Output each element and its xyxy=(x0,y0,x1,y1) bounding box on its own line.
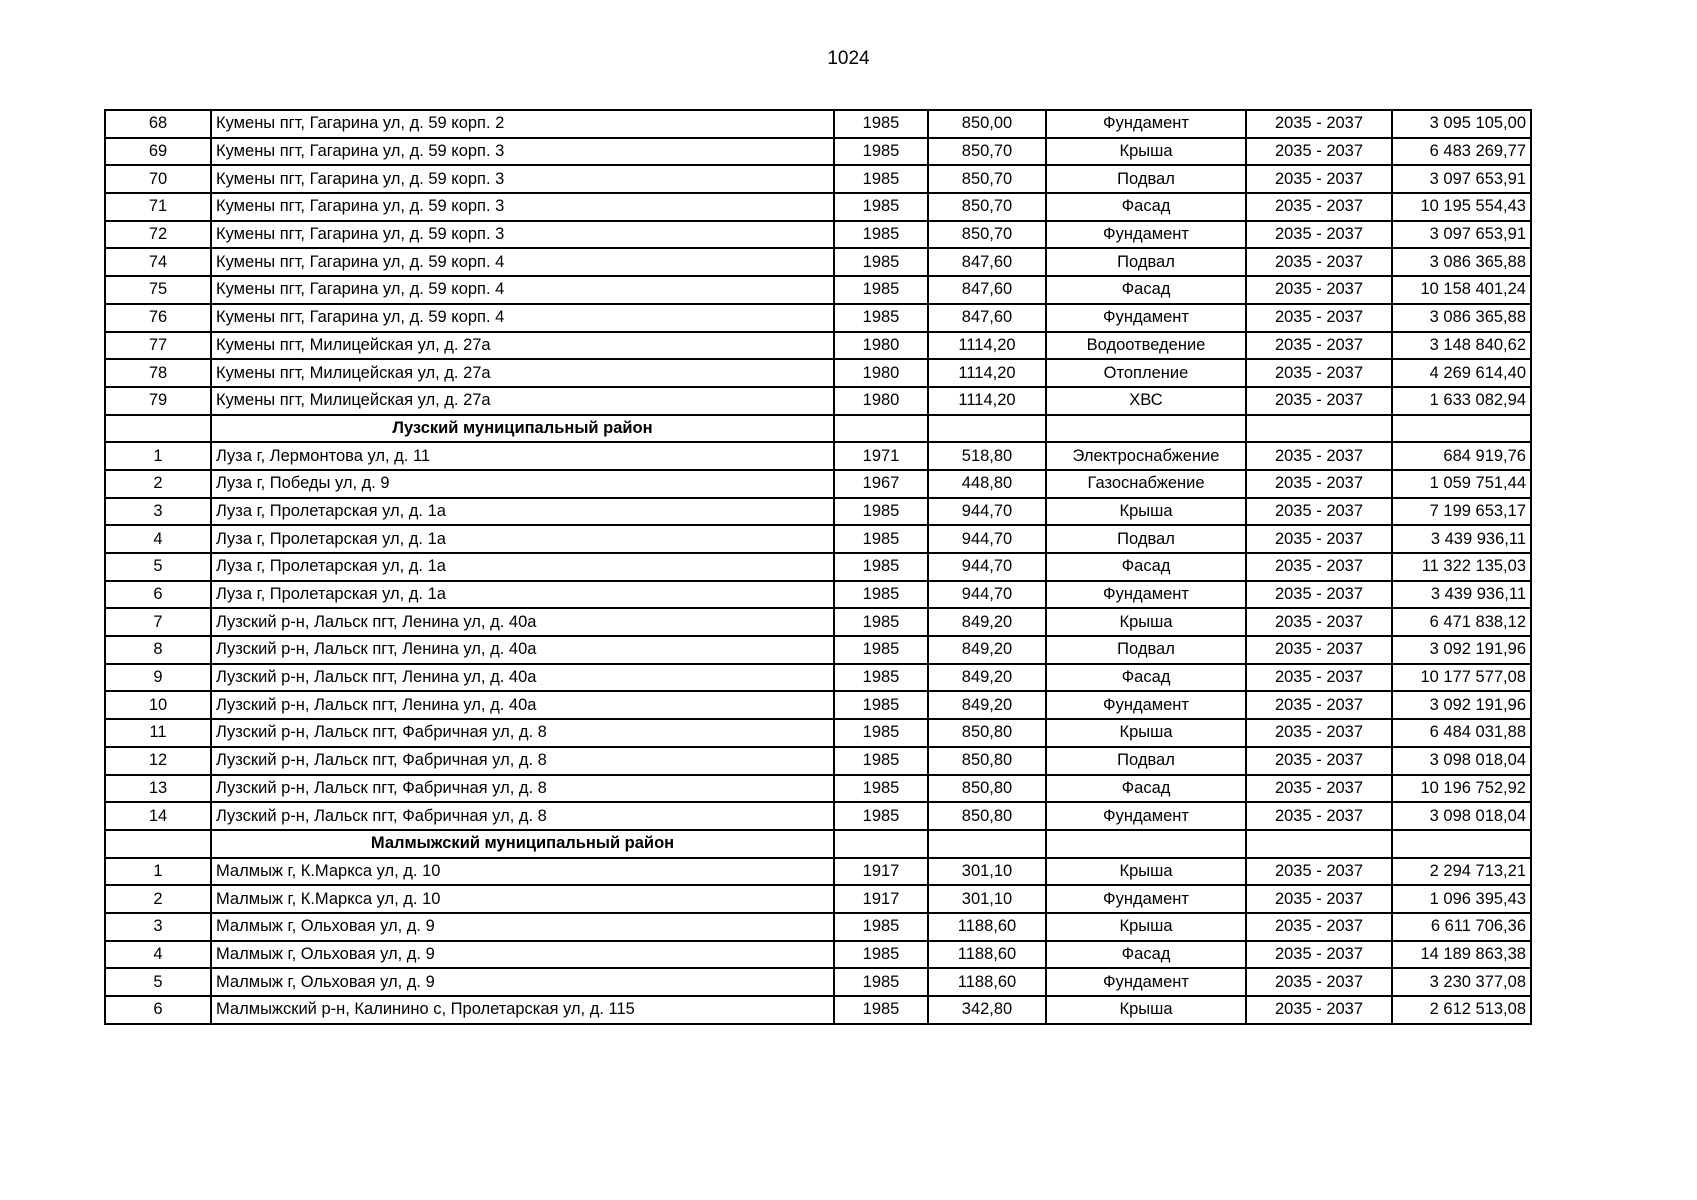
area-cell: 944,70 xyxy=(928,525,1046,553)
cost-cell: 2 294 713,21 xyxy=(1392,858,1531,886)
repair-period-cell: 2035 - 2037 xyxy=(1246,913,1392,941)
row-number-cell: 11 xyxy=(105,719,211,747)
year-built-cell: 1967 xyxy=(834,470,928,498)
structural-element-cell: Фундамент xyxy=(1046,581,1246,609)
cost-cell: 3 098 018,04 xyxy=(1392,802,1531,830)
table-row xyxy=(105,802,1531,830)
structural-element-cell: Крыша xyxy=(1046,608,1246,636)
row-number-cell: 75 xyxy=(105,276,211,304)
table-row xyxy=(105,221,1531,249)
cost-cell: 3 086 365,88 xyxy=(1392,248,1531,276)
area-cell: 847,60 xyxy=(928,304,1046,332)
structural-element-cell: Фасад xyxy=(1046,193,1246,221)
table-row xyxy=(105,110,1531,138)
year-built-cell: 1980 xyxy=(834,359,928,387)
area-cell: 850,80 xyxy=(928,747,1046,775)
structural-element-cell: ХВС xyxy=(1046,387,1246,415)
table-row xyxy=(105,498,1531,526)
row-number-cell: 6 xyxy=(105,996,211,1024)
address-cell: Луза г, Пролетарская ул, д. 1а xyxy=(211,525,834,553)
year-built-cell: 1985 xyxy=(834,138,928,166)
address-cell: Луза г, Пролетарская ул, д. 1а xyxy=(211,581,834,609)
row-number-cell: 5 xyxy=(105,553,211,581)
structural-element-cell: Фасад xyxy=(1046,276,1246,304)
cost-cell: 7 199 653,17 xyxy=(1392,498,1531,526)
year-built-cell: 1985 xyxy=(834,968,928,996)
row-number-cell: 74 xyxy=(105,248,211,276)
row-number-cell: 1 xyxy=(105,442,211,470)
address-cell: Луза г, Победы ул, д. 9 xyxy=(211,470,834,498)
repair-schedule-table xyxy=(104,109,1532,1025)
address-cell: Кумены пгт, Гагарина ул, д. 59 корп. 4 xyxy=(211,248,834,276)
section-header-row xyxy=(105,830,1531,858)
repair-period-cell: 2035 - 2037 xyxy=(1246,276,1392,304)
area-cell: 301,10 xyxy=(928,858,1046,886)
address-cell: Лузский р-н, Лальск пгт, Фабричная ул, д. 8 xyxy=(211,802,834,830)
cost-cell: 3 439 936,11 xyxy=(1392,525,1531,553)
structural-element-cell: Крыша xyxy=(1046,858,1246,886)
table-row xyxy=(105,442,1531,470)
empty-cell xyxy=(1246,830,1392,858)
year-built-cell: 1985 xyxy=(834,110,928,138)
empty-cell xyxy=(928,415,1046,443)
empty-cell xyxy=(1046,415,1246,443)
year-built-cell: 1985 xyxy=(834,498,928,526)
structural-element-cell: Фундамент xyxy=(1046,968,1246,996)
structural-element-cell: Электроснабжение xyxy=(1046,442,1246,470)
section-title: Лузский муниципальный район xyxy=(211,415,834,443)
year-built-cell: 1985 xyxy=(834,802,928,830)
table-row xyxy=(105,913,1531,941)
repair-period-cell: 2035 - 2037 xyxy=(1246,636,1392,664)
table-row xyxy=(105,332,1531,360)
repair-period-cell: 2035 - 2037 xyxy=(1246,858,1392,886)
structural-element-cell: Подвал xyxy=(1046,525,1246,553)
cost-cell: 3 097 653,91 xyxy=(1392,221,1531,249)
repair-period-cell: 2035 - 2037 xyxy=(1246,221,1392,249)
structural-element-cell: Фасад xyxy=(1046,775,1246,803)
row-number-cell: 12 xyxy=(105,747,211,775)
row-number-cell: 72 xyxy=(105,221,211,249)
row-number-cell: 79 xyxy=(105,387,211,415)
repair-period-cell: 2035 - 2037 xyxy=(1246,691,1392,719)
row-number-cell: 9 xyxy=(105,664,211,692)
structural-element-cell: Крыша xyxy=(1046,913,1246,941)
area-cell: 850,80 xyxy=(928,802,1046,830)
table-row xyxy=(105,553,1531,581)
empty-cell xyxy=(834,415,928,443)
address-cell: Кумены пгт, Гагарина ул, д. 59 корп. 3 xyxy=(211,193,834,221)
year-built-cell: 1985 xyxy=(834,719,928,747)
row-number-cell: 5 xyxy=(105,968,211,996)
row-number-cell: 77 xyxy=(105,332,211,360)
empty-cell xyxy=(105,415,211,443)
table-body xyxy=(105,110,1531,1024)
structural-element-cell: Фундамент xyxy=(1046,304,1246,332)
page-number: 1024 xyxy=(827,48,870,69)
area-cell: 850,80 xyxy=(928,775,1046,803)
row-number-cell: 13 xyxy=(105,775,211,803)
cost-cell: 6 611 706,36 xyxy=(1392,913,1531,941)
structural-element-cell: Подвал xyxy=(1046,636,1246,664)
table-row xyxy=(105,968,1531,996)
address-cell: Луза г, Лермонтова ул, д. 11 xyxy=(211,442,834,470)
empty-cell xyxy=(834,830,928,858)
cost-cell: 684 919,76 xyxy=(1392,442,1531,470)
table-row xyxy=(105,359,1531,387)
table-row xyxy=(105,747,1531,775)
area-cell: 1188,60 xyxy=(928,913,1046,941)
cost-cell: 4 269 614,40 xyxy=(1392,359,1531,387)
structural-element-cell: Крыша xyxy=(1046,996,1246,1024)
structural-element-cell: Крыша xyxy=(1046,719,1246,747)
repair-period-cell: 2035 - 2037 xyxy=(1246,968,1392,996)
year-built-cell: 1985 xyxy=(834,608,928,636)
cost-cell: 11 322 135,03 xyxy=(1392,553,1531,581)
address-cell: Луза г, Пролетарская ул, д. 1а xyxy=(211,498,834,526)
repair-period-cell: 2035 - 2037 xyxy=(1246,442,1392,470)
area-cell: 944,70 xyxy=(928,581,1046,609)
repair-period-cell: 2035 - 2037 xyxy=(1246,664,1392,692)
repair-period-cell: 2035 - 2037 xyxy=(1246,332,1392,360)
year-built-cell: 1985 xyxy=(834,276,928,304)
table-row xyxy=(105,581,1531,609)
year-built-cell: 1985 xyxy=(834,775,928,803)
address-cell: Лузский р-н, Лальск пгт, Ленина ул, д. 40а xyxy=(211,691,834,719)
address-cell: Кумены пгт, Гагарина ул, д. 59 корп. 4 xyxy=(211,304,834,332)
table-row xyxy=(105,138,1531,166)
row-number-cell: 71 xyxy=(105,193,211,221)
structural-element-cell: Газоснабжение xyxy=(1046,470,1246,498)
table-row xyxy=(105,470,1531,498)
cost-cell: 3 230 377,08 xyxy=(1392,968,1531,996)
address-cell: Лузский р-н, Лальск пгт, Фабричная ул, д. 8 xyxy=(211,719,834,747)
section-header-row xyxy=(105,415,1531,443)
table-row xyxy=(105,691,1531,719)
cost-cell: 1 633 082,94 xyxy=(1392,387,1531,415)
row-number-cell: 2 xyxy=(105,470,211,498)
row-number-cell: 78 xyxy=(105,359,211,387)
cost-cell: 3 092 191,96 xyxy=(1392,636,1531,664)
year-built-cell: 1985 xyxy=(834,664,928,692)
address-cell: Малмыж г, Ольховая ул, д. 9 xyxy=(211,913,834,941)
structural-element-cell: Фундамент xyxy=(1046,221,1246,249)
cost-cell: 6 484 031,88 xyxy=(1392,719,1531,747)
cost-cell: 3 095 105,00 xyxy=(1392,110,1531,138)
area-cell: 1188,60 xyxy=(928,941,1046,969)
year-built-cell: 1985 xyxy=(834,636,928,664)
address-cell: Лузский р-н, Лальск пгт, Ленина ул, д. 40а xyxy=(211,664,834,692)
row-number-cell: 3 xyxy=(105,913,211,941)
table-row xyxy=(105,248,1531,276)
cost-cell: 3 098 018,04 xyxy=(1392,747,1531,775)
address-cell: Малмыж г, К.Маркса ул, д. 10 xyxy=(211,858,834,886)
structural-element-cell: Крыша xyxy=(1046,498,1246,526)
year-built-cell: 1971 xyxy=(834,442,928,470)
area-cell: 850,70 xyxy=(928,165,1046,193)
address-cell: Малмыж г, К.Маркса ул, д. 10 xyxy=(211,885,834,913)
empty-cell xyxy=(1392,830,1531,858)
area-cell: 342,80 xyxy=(928,996,1046,1024)
structural-element-cell: Фундамент xyxy=(1046,885,1246,913)
year-built-cell: 1985 xyxy=(834,193,928,221)
year-built-cell: 1917 xyxy=(834,858,928,886)
area-cell: 850,70 xyxy=(928,221,1046,249)
repair-period-cell: 2035 - 2037 xyxy=(1246,581,1392,609)
empty-cell xyxy=(1392,415,1531,443)
repair-period-cell: 2035 - 2037 xyxy=(1246,359,1392,387)
repair-period-cell: 2035 - 2037 xyxy=(1246,775,1392,803)
row-number-cell: 2 xyxy=(105,885,211,913)
year-built-cell: 1985 xyxy=(834,221,928,249)
table-row xyxy=(105,664,1531,692)
year-built-cell: 1917 xyxy=(834,885,928,913)
address-cell: Луза г, Пролетарская ул, д. 1а xyxy=(211,553,834,581)
cost-cell: 1 059 751,44 xyxy=(1392,470,1531,498)
row-number-cell: 6 xyxy=(105,581,211,609)
structural-element-cell: Крыша xyxy=(1046,138,1246,166)
empty-cell xyxy=(105,830,211,858)
address-cell: Малмыжский р-н, Калинино с, Пролетарская ул, д. 115 xyxy=(211,996,834,1024)
area-cell: 1114,20 xyxy=(928,332,1046,360)
area-cell: 301,10 xyxy=(928,885,1046,913)
cost-cell: 10 196 752,92 xyxy=(1392,775,1531,803)
cost-cell: 6 471 838,12 xyxy=(1392,608,1531,636)
row-number-cell: 76 xyxy=(105,304,211,332)
area-cell: 849,20 xyxy=(928,636,1046,664)
year-built-cell: 1985 xyxy=(834,553,928,581)
table-row xyxy=(105,996,1531,1024)
structural-element-cell: Водоотведение xyxy=(1046,332,1246,360)
table-row xyxy=(105,858,1531,886)
table-row xyxy=(105,636,1531,664)
repair-period-cell: 2035 - 2037 xyxy=(1246,470,1392,498)
empty-cell xyxy=(928,830,1046,858)
repair-period-cell: 2035 - 2037 xyxy=(1246,525,1392,553)
empty-cell xyxy=(1246,415,1392,443)
area-cell: 850,00 xyxy=(928,110,1046,138)
cost-cell: 3 148 840,62 xyxy=(1392,332,1531,360)
cost-cell: 2 612 513,08 xyxy=(1392,996,1531,1024)
address-cell: Лузский р-н, Лальск пгт, Ленина ул, д. 40а xyxy=(211,636,834,664)
repair-period-cell: 2035 - 2037 xyxy=(1246,941,1392,969)
address-cell: Лузский р-н, Лальск пгт, Фабричная ул, д. 8 xyxy=(211,747,834,775)
structural-element-cell: Фундамент xyxy=(1046,110,1246,138)
cost-cell: 6 483 269,77 xyxy=(1392,138,1531,166)
repair-period-cell: 2035 - 2037 xyxy=(1246,608,1392,636)
structural-element-cell: Фасад xyxy=(1046,664,1246,692)
repair-period-cell: 2035 - 2037 xyxy=(1246,193,1392,221)
area-cell: 850,80 xyxy=(928,719,1046,747)
row-number-cell: 10 xyxy=(105,691,211,719)
year-built-cell: 1985 xyxy=(834,165,928,193)
address-cell: Кумены пгт, Гагарина ул, д. 59 корп. 2 xyxy=(211,110,834,138)
table-row xyxy=(105,608,1531,636)
address-cell: Кумены пгт, Гагарина ул, д. 59 корп. 3 xyxy=(211,138,834,166)
area-cell: 944,70 xyxy=(928,498,1046,526)
row-number-cell: 1 xyxy=(105,858,211,886)
row-number-cell: 4 xyxy=(105,941,211,969)
repair-period-cell: 2035 - 2037 xyxy=(1246,387,1392,415)
row-number-cell: 4 xyxy=(105,525,211,553)
cost-cell: 10 158 401,24 xyxy=(1392,276,1531,304)
address-cell: Лузский р-н, Лальск пгт, Фабричная ул, д. 8 xyxy=(211,775,834,803)
cost-cell: 3 439 936,11 xyxy=(1392,581,1531,609)
row-number-cell: 68 xyxy=(105,110,211,138)
structural-element-cell: Отопление xyxy=(1046,359,1246,387)
repair-period-cell: 2035 - 2037 xyxy=(1246,747,1392,775)
year-built-cell: 1985 xyxy=(834,941,928,969)
table-row xyxy=(105,193,1531,221)
address-cell: Кумены пгт, Милицейская ул, д. 27а xyxy=(211,387,834,415)
repair-period-cell: 2035 - 2037 xyxy=(1246,996,1392,1024)
repair-period-cell: 2035 - 2037 xyxy=(1246,553,1392,581)
structural-element-cell: Подвал xyxy=(1046,165,1246,193)
structural-element-cell: Фундамент xyxy=(1046,802,1246,830)
area-cell: 448,80 xyxy=(928,470,1046,498)
table-row xyxy=(105,276,1531,304)
area-cell: 847,60 xyxy=(928,276,1046,304)
structural-element-cell: Подвал xyxy=(1046,747,1246,775)
repair-period-cell: 2035 - 2037 xyxy=(1246,110,1392,138)
year-built-cell: 1985 xyxy=(834,248,928,276)
section-title: Малмыжский муниципальный район xyxy=(211,830,834,858)
structural-element-cell: Фасад xyxy=(1046,553,1246,581)
table-row xyxy=(105,719,1531,747)
repair-period-cell: 2035 - 2037 xyxy=(1246,802,1392,830)
structural-element-cell: Фундамент xyxy=(1046,691,1246,719)
table-row xyxy=(105,165,1531,193)
year-built-cell: 1985 xyxy=(834,747,928,775)
address-cell: Кумены пгт, Гагарина ул, д. 59 корп. 3 xyxy=(211,221,834,249)
address-cell: Кумены пгт, Гагарина ул, д. 59 корп. 3 xyxy=(211,165,834,193)
address-cell: Кумены пгт, Милицейская ул, д. 27а xyxy=(211,332,834,360)
row-number-cell: 3 xyxy=(105,498,211,526)
repair-period-cell: 2035 - 2037 xyxy=(1246,248,1392,276)
area-cell: 850,70 xyxy=(928,138,1046,166)
year-built-cell: 1980 xyxy=(834,387,928,415)
row-number-cell: 8 xyxy=(105,636,211,664)
area-cell: 849,20 xyxy=(928,691,1046,719)
table-row xyxy=(105,885,1531,913)
repair-period-cell: 2035 - 2037 xyxy=(1246,138,1392,166)
cost-cell: 3 086 365,88 xyxy=(1392,304,1531,332)
repair-period-cell: 2035 - 2037 xyxy=(1246,885,1392,913)
repair-period-cell: 2035 - 2037 xyxy=(1246,498,1392,526)
cost-cell: 3 097 653,91 xyxy=(1392,165,1531,193)
table-row xyxy=(105,387,1531,415)
year-built-cell: 1985 xyxy=(834,996,928,1024)
year-built-cell: 1985 xyxy=(834,691,928,719)
row-number-cell: 7 xyxy=(105,608,211,636)
address-cell: Лузский р-н, Лальск пгт, Ленина ул, д. 40а xyxy=(211,608,834,636)
year-built-cell: 1985 xyxy=(834,304,928,332)
year-built-cell: 1985 xyxy=(834,525,928,553)
address-cell: Кумены пгт, Милицейская ул, д. 27а xyxy=(211,359,834,387)
area-cell: 1188,60 xyxy=(928,968,1046,996)
area-cell: 944,70 xyxy=(928,553,1046,581)
area-cell: 849,20 xyxy=(928,608,1046,636)
row-number-cell: 14 xyxy=(105,802,211,830)
table-row xyxy=(105,775,1531,803)
address-cell: Кумены пгт, Гагарина ул, д. 59 корп. 4 xyxy=(211,276,834,304)
empty-cell xyxy=(1046,830,1246,858)
repair-period-cell: 2035 - 2037 xyxy=(1246,719,1392,747)
area-cell: 1114,20 xyxy=(928,359,1046,387)
year-built-cell: 1980 xyxy=(834,332,928,360)
area-cell: 1114,20 xyxy=(928,387,1046,415)
year-built-cell: 1985 xyxy=(834,913,928,941)
address-cell: Малмыж г, Ольховая ул, д. 9 xyxy=(211,968,834,996)
address-cell: Малмыж г, Ольховая ул, д. 9 xyxy=(211,941,834,969)
row-number-cell: 70 xyxy=(105,165,211,193)
area-cell: 849,20 xyxy=(928,664,1046,692)
structural-element-cell: Подвал xyxy=(1046,248,1246,276)
cost-cell: 1 096 395,43 xyxy=(1392,885,1531,913)
cost-cell: 10 195 554,43 xyxy=(1392,193,1531,221)
area-cell: 847,60 xyxy=(928,248,1046,276)
table-row xyxy=(105,304,1531,332)
cost-cell: 14 189 863,38 xyxy=(1392,941,1531,969)
table-row xyxy=(105,941,1531,969)
repair-period-cell: 2035 - 2037 xyxy=(1246,304,1392,332)
row-number-cell: 69 xyxy=(105,138,211,166)
table-row xyxy=(105,525,1531,553)
year-built-cell: 1985 xyxy=(834,581,928,609)
cost-cell: 3 092 191,96 xyxy=(1392,691,1531,719)
repair-period-cell: 2035 - 2037 xyxy=(1246,165,1392,193)
area-cell: 518,80 xyxy=(928,442,1046,470)
area-cell: 850,70 xyxy=(928,193,1046,221)
cost-cell: 10 177 577,08 xyxy=(1392,664,1531,692)
structural-element-cell: Фасад xyxy=(1046,941,1246,969)
